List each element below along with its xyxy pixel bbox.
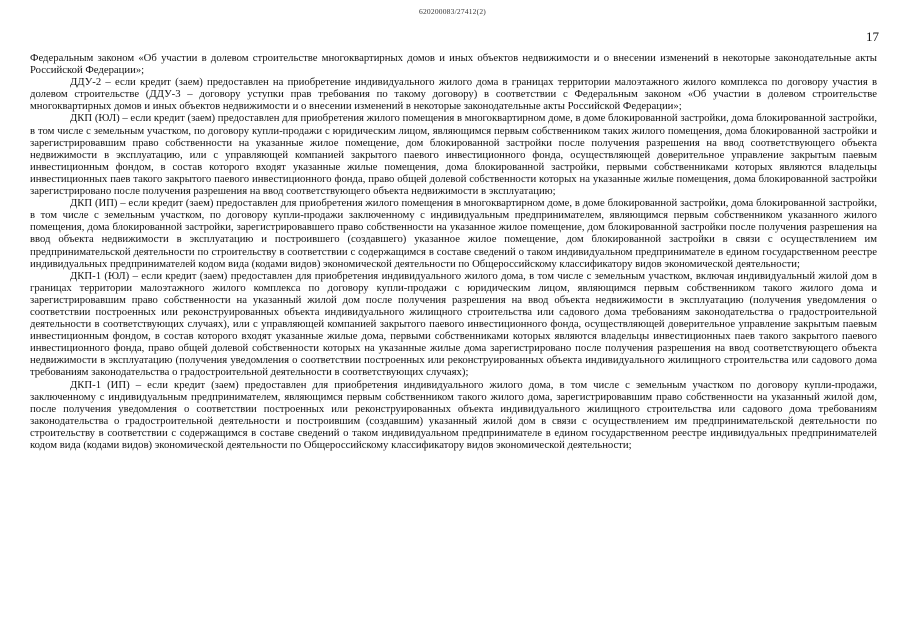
paragraph-ddu-2: ДДУ-2 – если кредит (заем) предоставлен на приобретение индивидуального жилого дома в границах территории малоэтажного жилого комплекса по договору участия в долевом строительстве (ДДУ-3 – договору уступки прав требования по такому договору) в соответствии с Федеральным законом «Об участии в долевом строительстве многоквартирных домов и иных объектов недвижимости и о внесении изменений в некоторые законодательные акты Российской Федерации»; xyxy=(30,76,877,113)
document-body xyxy=(30,52,877,451)
paragraph-dkp-ip: ДКП (ИП) – если кредит (заем) предоставлен для приобретения жилого помещения в многоквартирном доме, в доме блокированной застройки, дома блокированной застройки, в том числе с земельным участком, по договору купли-продажи заключенному с индивидуальным предпринимателем, являющимся первым собственником указанного жилого помещения, дома блокированной застройки, зарегистрировавшего право собственности на указанное жилое помещение, дом блокированной застройки после получения разрешения на ввод объекта недвижимости в эксплуатацию и построившего (создавшего) указанное жилое помещение, дом блокированной застройки в связи с осуществлением им предпринимательской деятельности по строительству в соответствии с содержащимся в составе сведений о таком индивидуальном предпринимателе в едином государственном реестре индивидуальных предпринимателей кодом вида (кодами видов) экономической деятельности по Общероссийскому классификатору видов экономической деятельности; xyxy=(30,197,877,270)
page-number: 17 xyxy=(866,29,879,44)
paragraph-dkp-ul: ДКП (ЮЛ) – если кредит (заем) предоставлен для приобретения жилого помещения в многоквартирном доме, в доме блокированной застройки, дома блокированной застройки, в том числе с земельным участком, по договору купли-продажи с юридическим лицом, являющимся первым собственником таких жилого помещения, дома блокированной застройки и зарегистрировавшим право собственности на указанные жилое помещение, дом блокированной застройки после получения разрешения на ввод соответствующего объекта недвижимости в эксплуатацию, или с управляющей компанией закрытого паевого инвестиционного фонда, осуществляющей доверительное управление закрытым паевым инвестиционным фондом, в состав которого входят указанные жилые помещения, дома блокированной застройки, первыми собственниками которых являются владельцы инвестиционных паев такого закрытого паевого инвестиционного фонда, право общей долевой собственности которых на указанные жилые помещения, дома блокированной застройки зарегистрировано после получения разрешения на ввод соответствующего объекта недвижимости в эксплуатацию; xyxy=(30,112,877,198)
document-id: 620200083/27412(2) xyxy=(419,7,486,16)
paragraph-dkp-1-ip: ДКП-1 (ИП) – если кредит (заем) предоставлен для приобретения индивидуального жилого дома, в том числе с земельным участком по договору купли-продажи, заключенному с индивидуальным предпринимателем, являющимся первым собственником такого жилого дома, зарегистрировавшим право собственности на указанный жилой дом, после получения уведомления о соответствии построенных или реконструированных объекта индивидуального жилищного строительства или садового дома требованиям законодательства о градостроительной деятельности и построившим (создавшим) указанный жилой дом в связи с осуществлением им предпринимательской деятельности по строительству в соответствии с содержащимся в составе сведений о таком индивидуальном предпринимателе в едином государственном реестре индивидуальных предпринимателей кодом вида (кодами видов) экономической деятельности по Общероссийскому классификатору видов экономической деятельности; xyxy=(30,378,877,451)
paragraph-law-reference: Федеральным законом «Об участии в долевом строительстве многоквартирных домов и иных объектов недвижимости и о внесении изменений в некоторые законодательные акты Российской Федерации»; xyxy=(30,52,877,77)
paragraph-dkp-1-ul: ДКП-1 (ЮЛ) – если кредит (заем) предоставлен для приобретения индивидуального жилого дома, в том числе с земельным участком, включая индивидуальный жилой дом в границах территории малоэтажного жилого комплекса по договору купли-продажи с юридическим лицом, являющимся первым собственником такого жилого дома и зарегистрировавшим право собственности на указанный жилой дом после получения разрешения на ввод объекта недвижимости в эксплуатацию (получения уведомления о соответствии построенных или реконструированных объекта индивидуального жилищного строительства или садового дома требованиям законодательства о градостроительной деятельности в соответствующих случаях), или с управляющей компанией закрытого паевого инвестиционного фонда, осуществляющей доверительное управление закрытым паевым инвестиционным фондом, в состав которого входят указанные жилые дома, первыми собственниками которых являются владельцы инвестиционных паев такого закрытого паевого инвестиционного фонда, право общей долевой собственности которых на указанные жилые дома зарегистрировано после получения разрешения на ввод соответствующего объекта недвижимости в эксплуатацию (получения уведомления о соответствии построенных или реконструированных объекта индивидуального жилищного строительства или садового дома требованиям законодательства о градостроительной деятельности в соответствующих случаях); xyxy=(30,269,877,379)
